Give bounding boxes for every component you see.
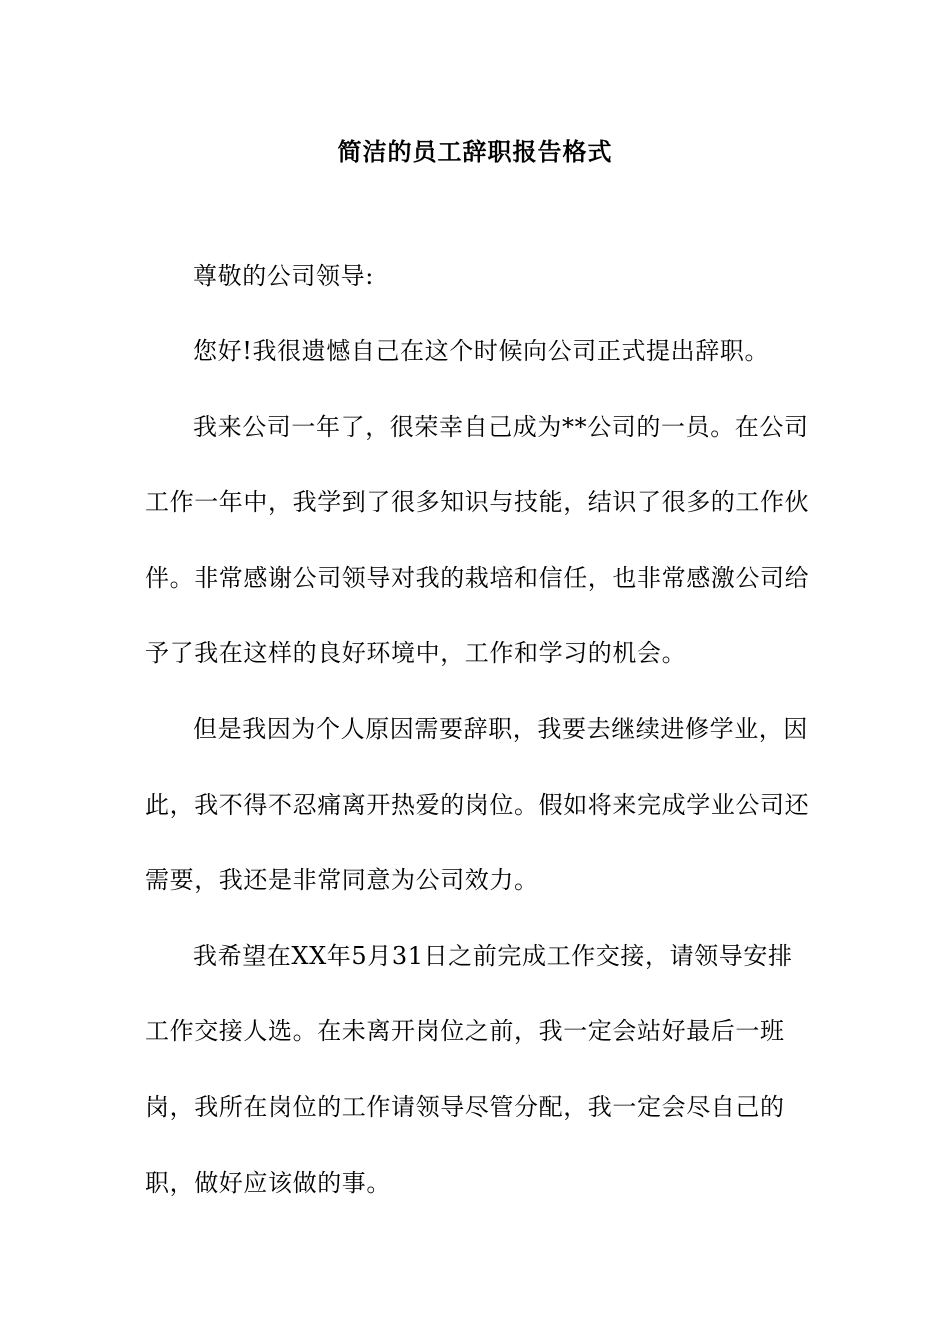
body-paragraphs <box>145 314 810 1221</box>
document-title: 简洁的员工辞职报告格式 <box>337 137 613 166</box>
paragraph-greeting: 您好!我很遗憾自己在这个时候向公司正式提出辞职。 <box>193 337 770 365</box>
salutation: 尊敬的公司领导: <box>193 262 374 290</box>
paragraph-reason: 但是我因为个人原因需要辞职，我要去继续进修学业，因此，我不得不忍痛离开热爱的岗位。假如将来完成学业公司还需要，我还是非常同意为公司效力。 <box>145 714 810 895</box>
paragraph-gratitude: 我来公司一年了，很荣幸自己成为**公司的一员。在公司工作一年中，我学到了很多知识与技能，结识了很多的工作伙伴。非常感谢公司领导对我的栽培和信任，也非常感激公司给予了我在这样的良好环境中，工作和学习的机会。 <box>145 412 810 668</box>
paragraph-handover: 我希望在XX年5月31日之前完成工作交接，请领导安排工作交接人选。在未离开岗位之前，我一定会站好最后一班岗，我所在岗位的工作请领导尽管分配，我一定会尽自己的职，做好应该做的事。 <box>145 941 793 1197</box>
salutation-block <box>145 239 810 315</box>
